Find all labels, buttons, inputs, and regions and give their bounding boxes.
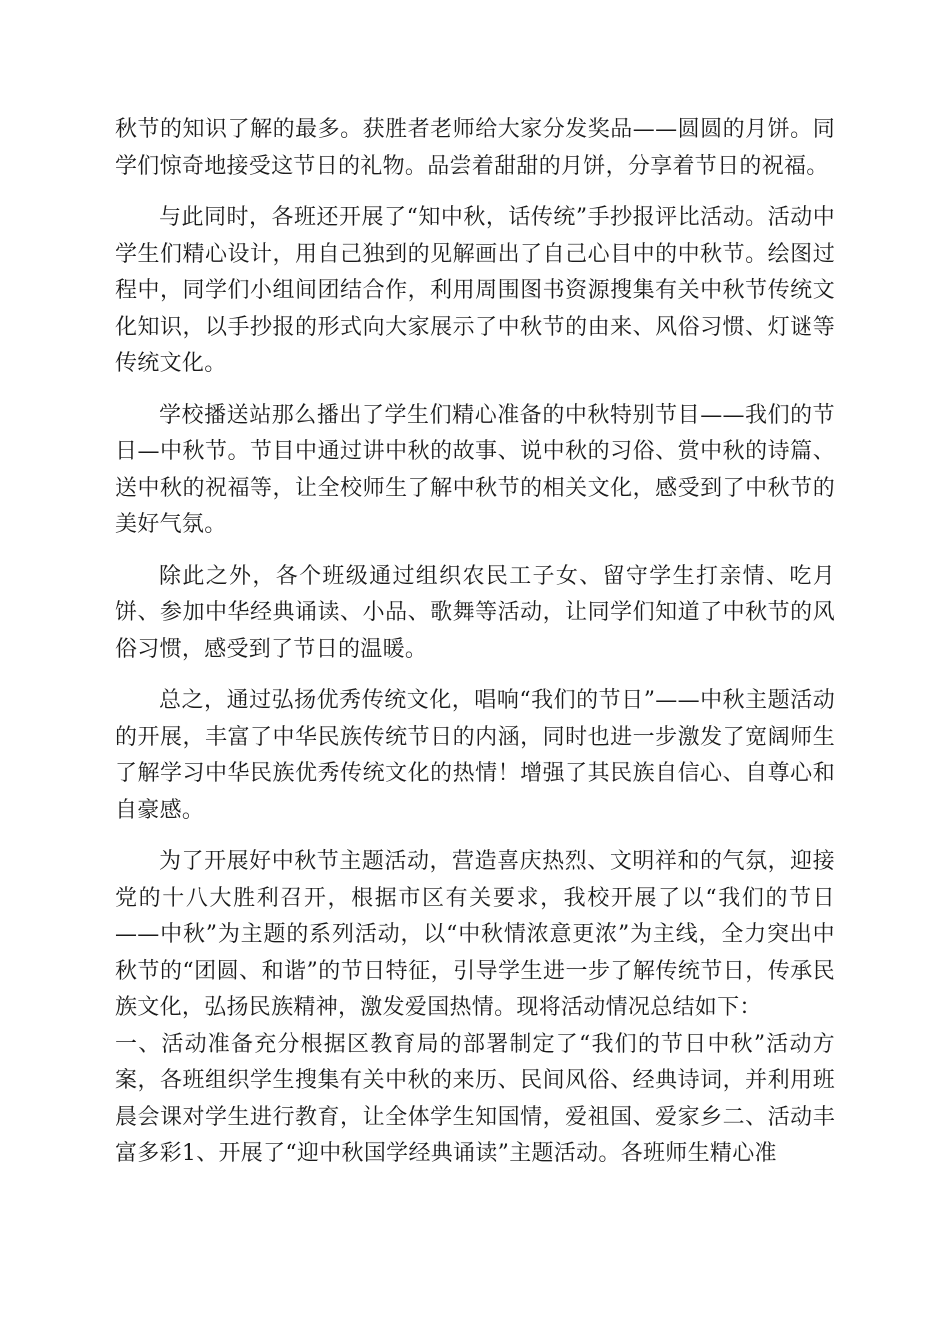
paragraph-7: 一、活动准备充分根据区教育局的部署制定了“我们的节日中秋”活动方案，各班组织学生搜集有关中秋的来历、民间风俗、经典诗词，并利用班晨会课对学生进行教育，让全体学生知国情，爱祖国、爱家乡二、活动丰富多彩1、开展了“迎中秋国学经典诵读”主题活动。各班师生精心准 [115, 1031, 835, 1166]
paragraph-2: 与此同时，各班还开展了“知中秋，话传统”手抄报评比活动。活动中学生们精心设计，用自己独到的见解画出了自己心目中的中秋节。绘图过程中，同学们小组间团结合作，利用周围图书资源搜集有关中秋节传统文化知识，以手抄报的形式向大家展示了中秋节的由来、风俗习惯、灯谜等传统文化。 [115, 205, 835, 376]
paragraph-1: 秋节的知识了解的最多。获胜者老师给大家分发奖品——圆圆的月饼。同学们惊奇地接受这节日的礼物。品尝着甜甜的月饼，分享着节日的祝福。 [115, 117, 835, 179]
paragraph-6: 为了开展好中秋节主题活动，营造喜庆热烈、文明祥和的气氛，迎接党的十八大胜利召开，根据市区有关要求，我校开展了以“我们的节日——中秋”为主题的系列活动，以“中秋情浓意更浓”为主线，全力突出中秋节的“团圆、和谐”的节日特征，引导学生进一步了解传统节日，传承民族文化，弘扬民族精神，激发爱国热情。现将活动情况总结如下： [115, 849, 835, 1020]
paragraph-5: 总之，通过弘扬优秀传统文化，唱响“我们的节日”——中秋主题活动的开展，丰富了中华民族传统节日的内涵，同时也进一步激发了宽阔师生了解学习中华民族优秀传统文化的热情！增强了其民族自信心、自尊心和自豪感。 [115, 688, 835, 823]
paragraph-4: 除此之外，各个班级通过组织农民工子女、留守学生打亲情、吃月饼、参加中华经典诵读、小品、歌舞等活动，让同学们知道了中秋节的风俗习惯，感受到了节日的温暖。 [115, 563, 835, 662]
paragraph-3: 学校播送站那么播出了学生们精心准备的中秋特别节目——我们的节日—中秋节。节目中通过讲中秋的故事、说中秋的习俗、赏中秋的诗篇、送中秋的祝福等，让全校师生了解中秋节的相关文化，感受到了中秋节的美好气氛。 [115, 402, 835, 537]
document-page [115, 112, 835, 1173]
